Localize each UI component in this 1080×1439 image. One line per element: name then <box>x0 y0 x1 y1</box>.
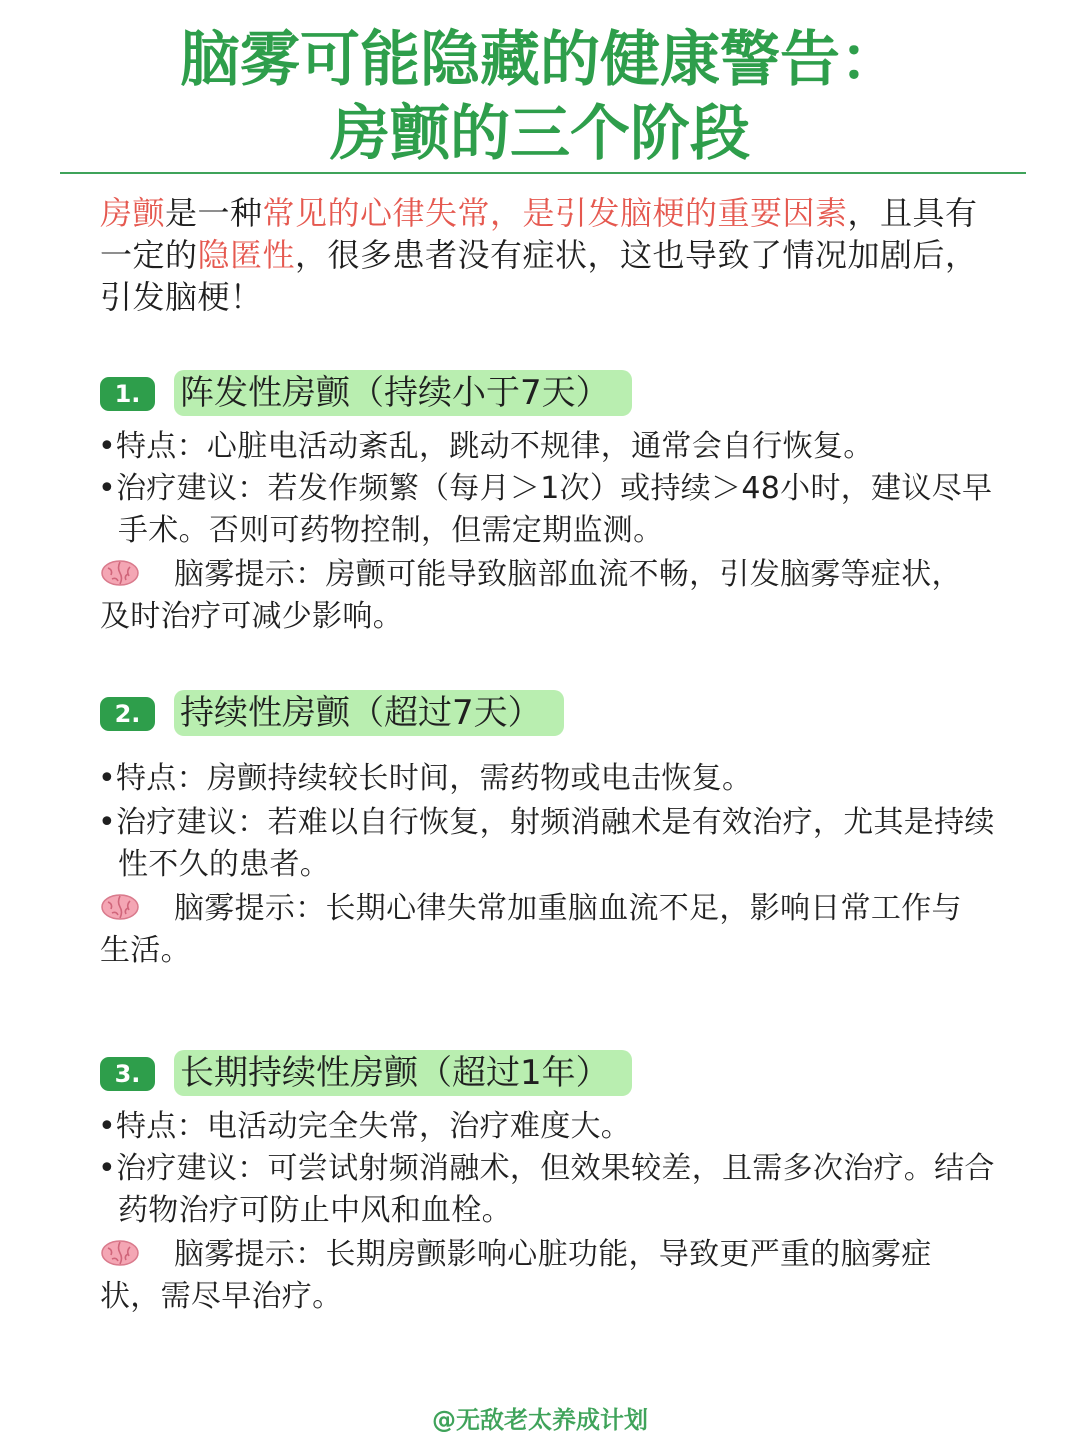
section-3-tip-text: 脑雾提示：长期房颤影响心脏功能，导致更严重的脑雾症状，需尽早治疗。 <box>100 1237 932 1314</box>
page-title-line1: 脑雾可能隐藏的健康警告： <box>180 25 900 95</box>
intro-paragraph <box>100 192 980 318</box>
section-2-feature: •特点：房颤持续较长时间，需药物或电击恢复。 <box>98 761 753 796</box>
section-2-number-badge: 2. <box>100 697 155 731</box>
title-divider <box>60 172 1026 174</box>
section-1-tip <box>100 554 980 638</box>
brain-icon <box>100 1238 140 1268</box>
brain-icon <box>100 892 140 922</box>
intro-text: ，且具有一定的 <box>100 194 978 274</box>
intro-text: ，很多患者没有症状，这也导致了情况加剧后，引发脑梗！ <box>100 236 978 316</box>
section-2-advice: •治疗建议：若难以自行恢复，射频消融术是有效治疗，尤其是持续性不久的患者。 <box>98 805 995 882</box>
section-2-title: 持续性房颤（超过7天） <box>174 690 564 736</box>
section-1-advice: •治疗建议：若发作频繁（每月＞1次）或持续＞48小时，建议尽早手术。否则可药物控制，但需定期监测。 <box>98 471 993 548</box>
section-3-feature: •特点：电活动完全失常，治疗难度大。 <box>98 1109 632 1144</box>
section-3-number-badge: 3. <box>100 1057 155 1091</box>
section-1-number-badge: 1. <box>100 377 155 411</box>
section-2-tip <box>100 888 980 972</box>
page-title-line2: 房颤的三个阶段 <box>330 99 750 169</box>
intro-highlight-risk: 常见的心律失常，是引发脑梗的重要因素 <box>262 194 848 232</box>
brain-icon <box>100 558 140 588</box>
intro-highlight-afib: 房颤 <box>100 194 166 232</box>
section-3-advice: •治疗建议：可尝试射频消融术，但效果较差，且需多次治疗。结合药物治疗可防止中风和血栓。 <box>98 1151 995 1228</box>
section-1-tip-text: 脑雾提示：房颤可能导致脑部血流不畅，引发脑雾等症状，及时治疗可减少影响。 <box>100 557 962 634</box>
section-2-tip-text: 脑雾提示：长期心律失常加重脑血流不足，影响日常工作与生活。 <box>100 891 962 968</box>
section-3-title: 长期持续性房颤（超过1年） <box>174 1050 632 1096</box>
section-3-tip <box>100 1234 980 1318</box>
intro-highlight-hidden: 隐匿性 <box>197 236 296 274</box>
intro-text: 是一种 <box>165 194 263 232</box>
section-1-feature: •特点：心脏电活动紊乱，跳动不规律，通常会自行恢复。 <box>98 429 874 464</box>
section-1-title: 阵发性房颤（持续小于7天） <box>174 370 632 416</box>
footer-watermark: @无敌老太养成计划 <box>432 1406 648 1434</box>
